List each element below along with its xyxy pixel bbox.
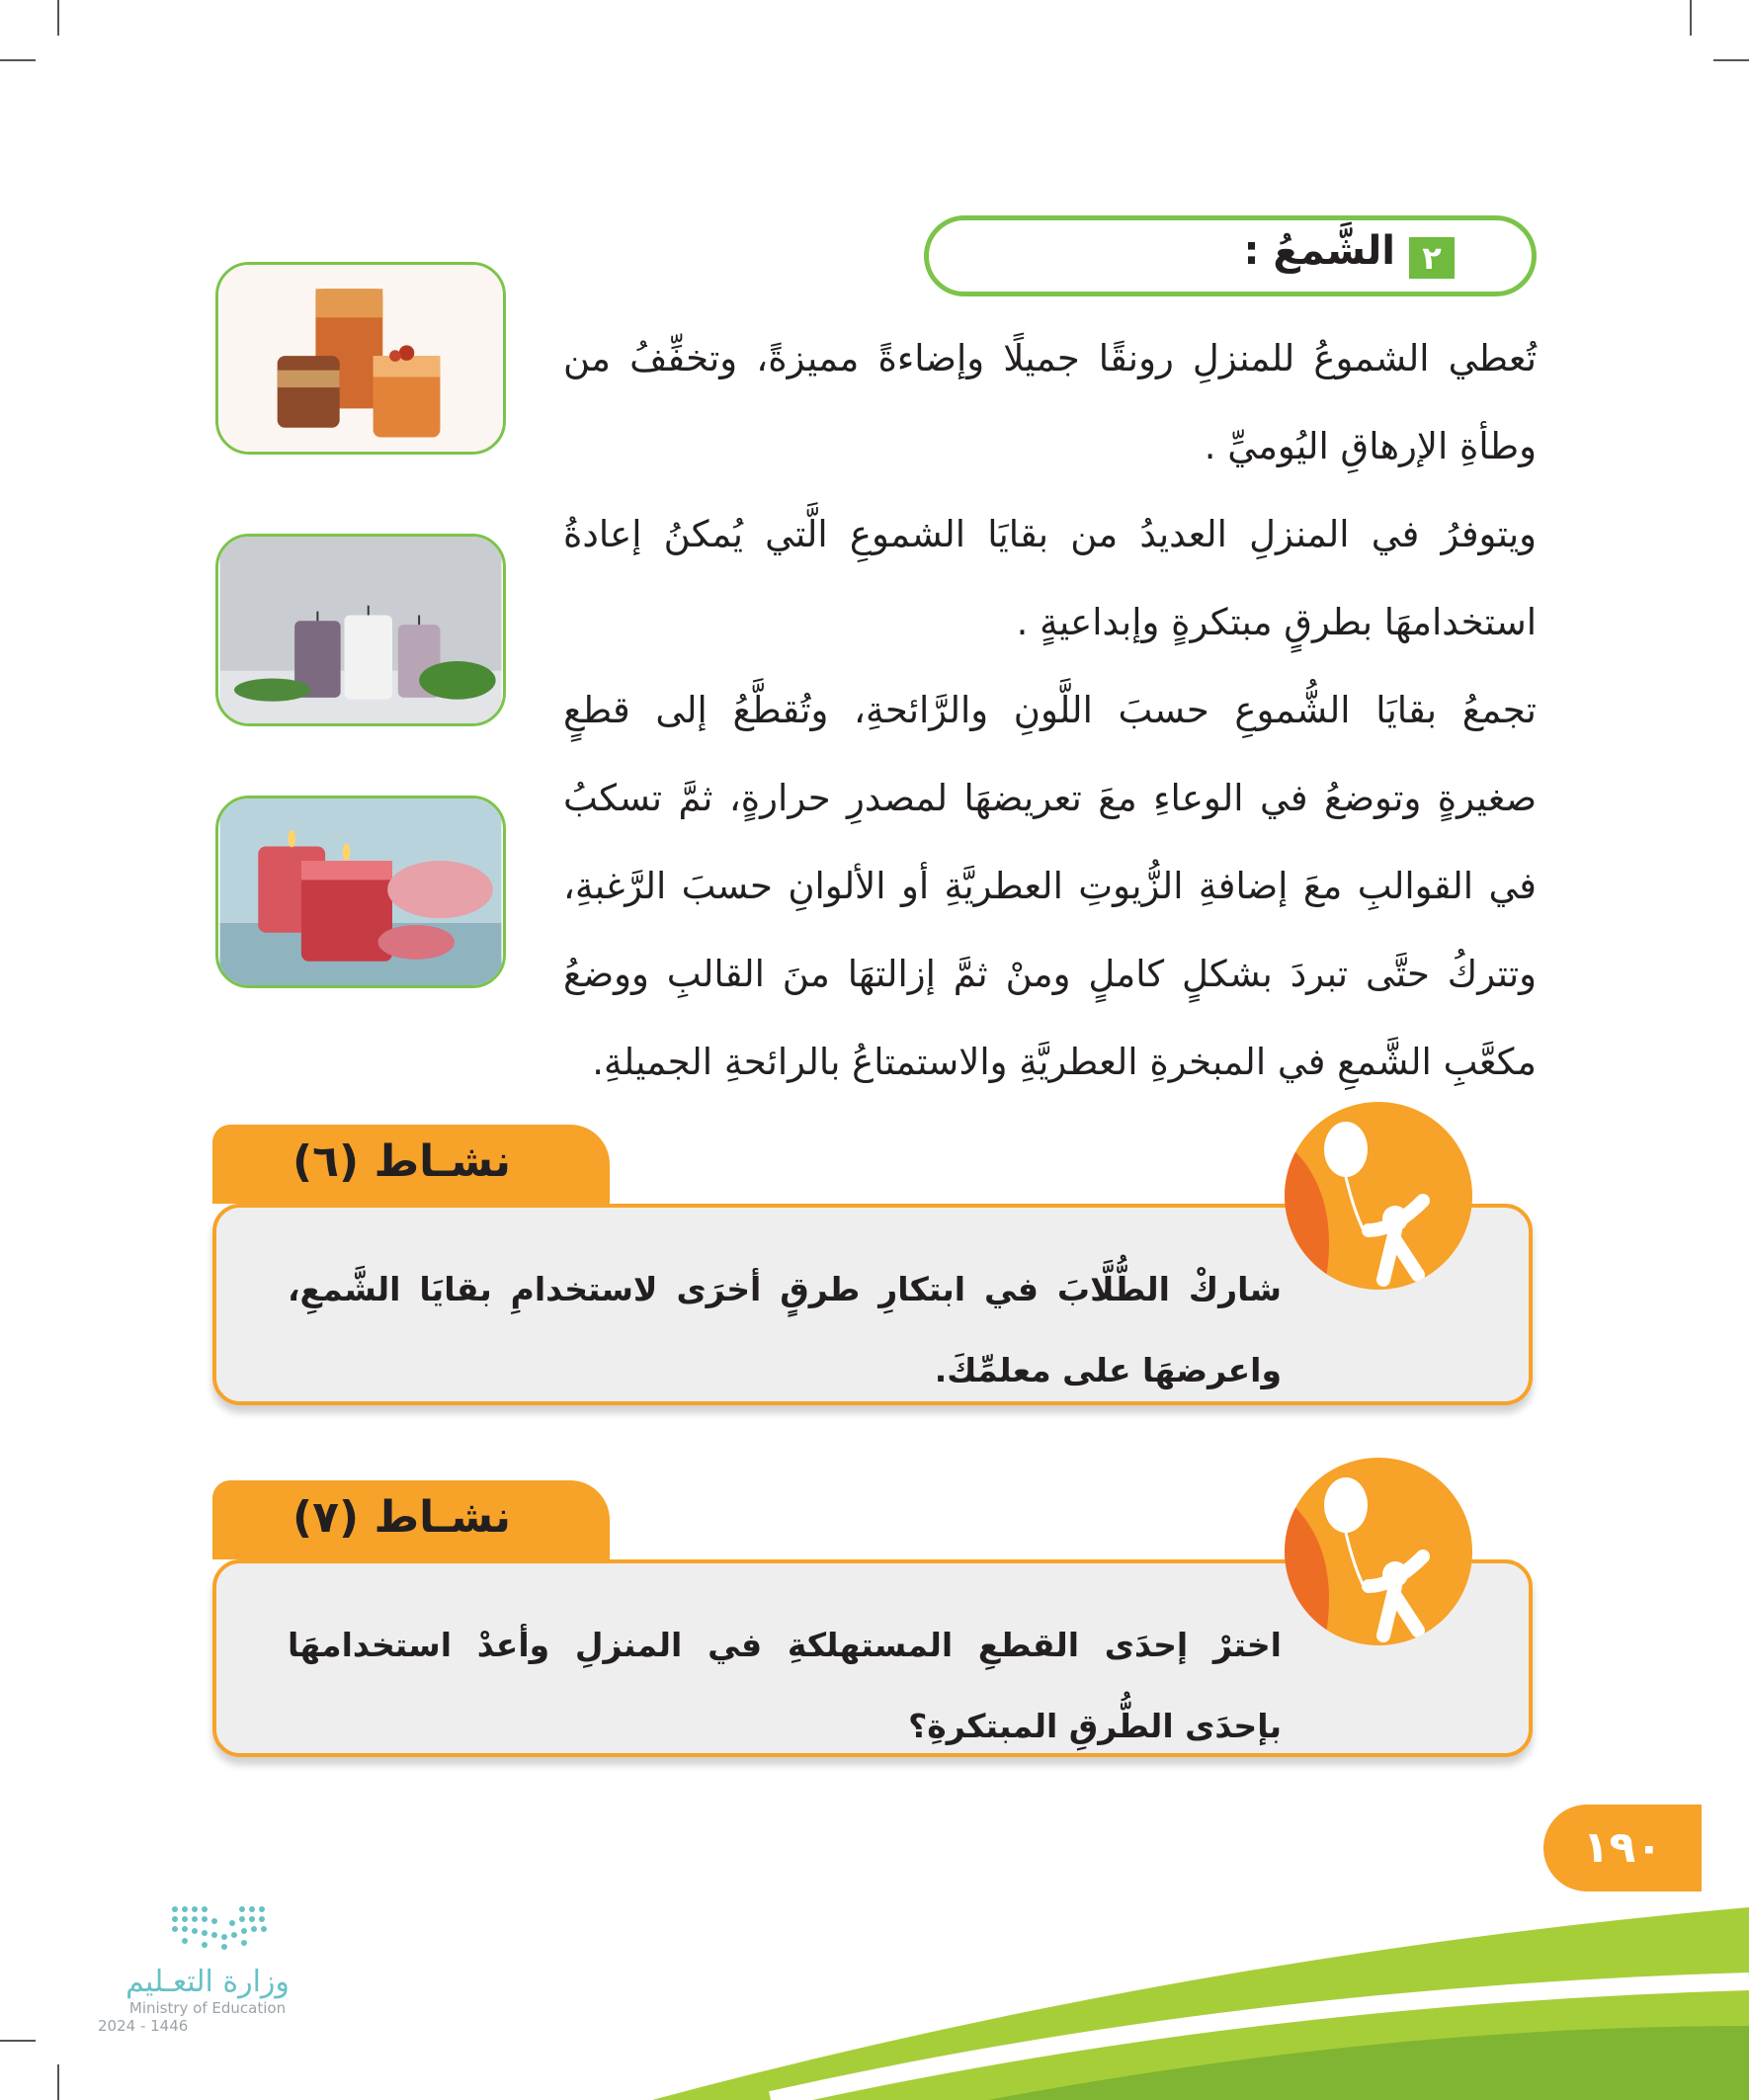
- crop-mark: [1713, 59, 1749, 61]
- ministry-name-ar: وزارة التعـليم: [125, 1965, 290, 1999]
- crop-mark: [1690, 0, 1692, 36]
- candles-photo: [218, 537, 503, 723]
- activity-text: اخترْ إحدَى القطعِ المستهلكةِ في المنزلِ وأعدْ استخدامهَا بإحدَى الطُّرقِ المبتكرةِ؟: [288, 1626, 1282, 1745]
- ministry-name-en: Ministry of Education: [128, 1999, 287, 2017]
- page-number: ١٩٠: [1543, 1805, 1702, 1891]
- section-header: [924, 215, 1537, 296]
- balloon-child-icon: [1285, 1102, 1472, 1290]
- ministry-logo: [94, 1897, 321, 2035]
- section-title: الشَّمعُ :: [1243, 228, 1395, 274]
- candles-photo: [218, 265, 503, 452]
- paragraph: ويتوفرُ في المنزلِ العديدُ من بقايَا الشموعِ الَّتي يُمكنُ إعادةُ استخدامهَا بطرقٍ مبتكرةٍ وإبداعيةٍ .: [563, 513, 1537, 643]
- ministry-logo-icon: [94, 1897, 321, 1957]
- candles-photo-1: [215, 262, 506, 455]
- paragraph: تُعطي الشموعُ للمنزلِ رونقًا جميلًا وإضاءةً مميزةً، وتخفِّفُ من وطأةِ الإرهاقِ اليُوميِّ .: [563, 337, 1537, 467]
- activity-text: شاركْ الطُّلَّابَ في ابتكارِ طرقٍ أخرَى لاستخدامِ بقايَا الشَّمعِ، واعرضهَا على معلمِّكَ.: [288, 1270, 1282, 1389]
- activity-label: نشـاط (٦): [292, 1136, 511, 1187]
- paragraph: تجمعُ بقايَا الشُّموعِ حسبَ اللَّونِ والرَّائحةِ، وتُقطَّعُ إلى قطعٍ صغيرةٍ وتوضعُ في الوعاءِ معَ تعريضهَا لمصدرِ حرارةٍ، ثمَّ تسكبُ في القوالبِ معَ إضافةِ الزُّيوتِ العطريَّةِ أو الألوانِ حسبَ الرَّغبةِ، وتتركُ حتَّى تبردَ بشكلٍ كاملٍ ومنْ ثمَّ إزالتهَا منَ القالبِ ووضعُ مكعَّبِ الشَّمعِ في المبخرةِ العطريَّةِ والاستمتاعُ بالرائحةِ الجميلةِ.: [563, 689, 1537, 1083]
- activity-tab: [212, 1125, 610, 1204]
- activity-tab: [212, 1480, 610, 1559]
- crop-mark: [0, 59, 36, 61]
- balloon-child-icon: [1285, 1458, 1472, 1645]
- section-body: [563, 314, 1537, 1106]
- crop-mark: [57, 0, 59, 36]
- section-number: ٢: [1409, 237, 1455, 279]
- candles-photo: [218, 798, 503, 985]
- edition-year: 2024 - 1446: [98, 2017, 189, 2035]
- candles-photo-2: [215, 534, 506, 726]
- activity-label: نشـاط (٧): [292, 1492, 511, 1543]
- candles-photo-3: [215, 796, 506, 988]
